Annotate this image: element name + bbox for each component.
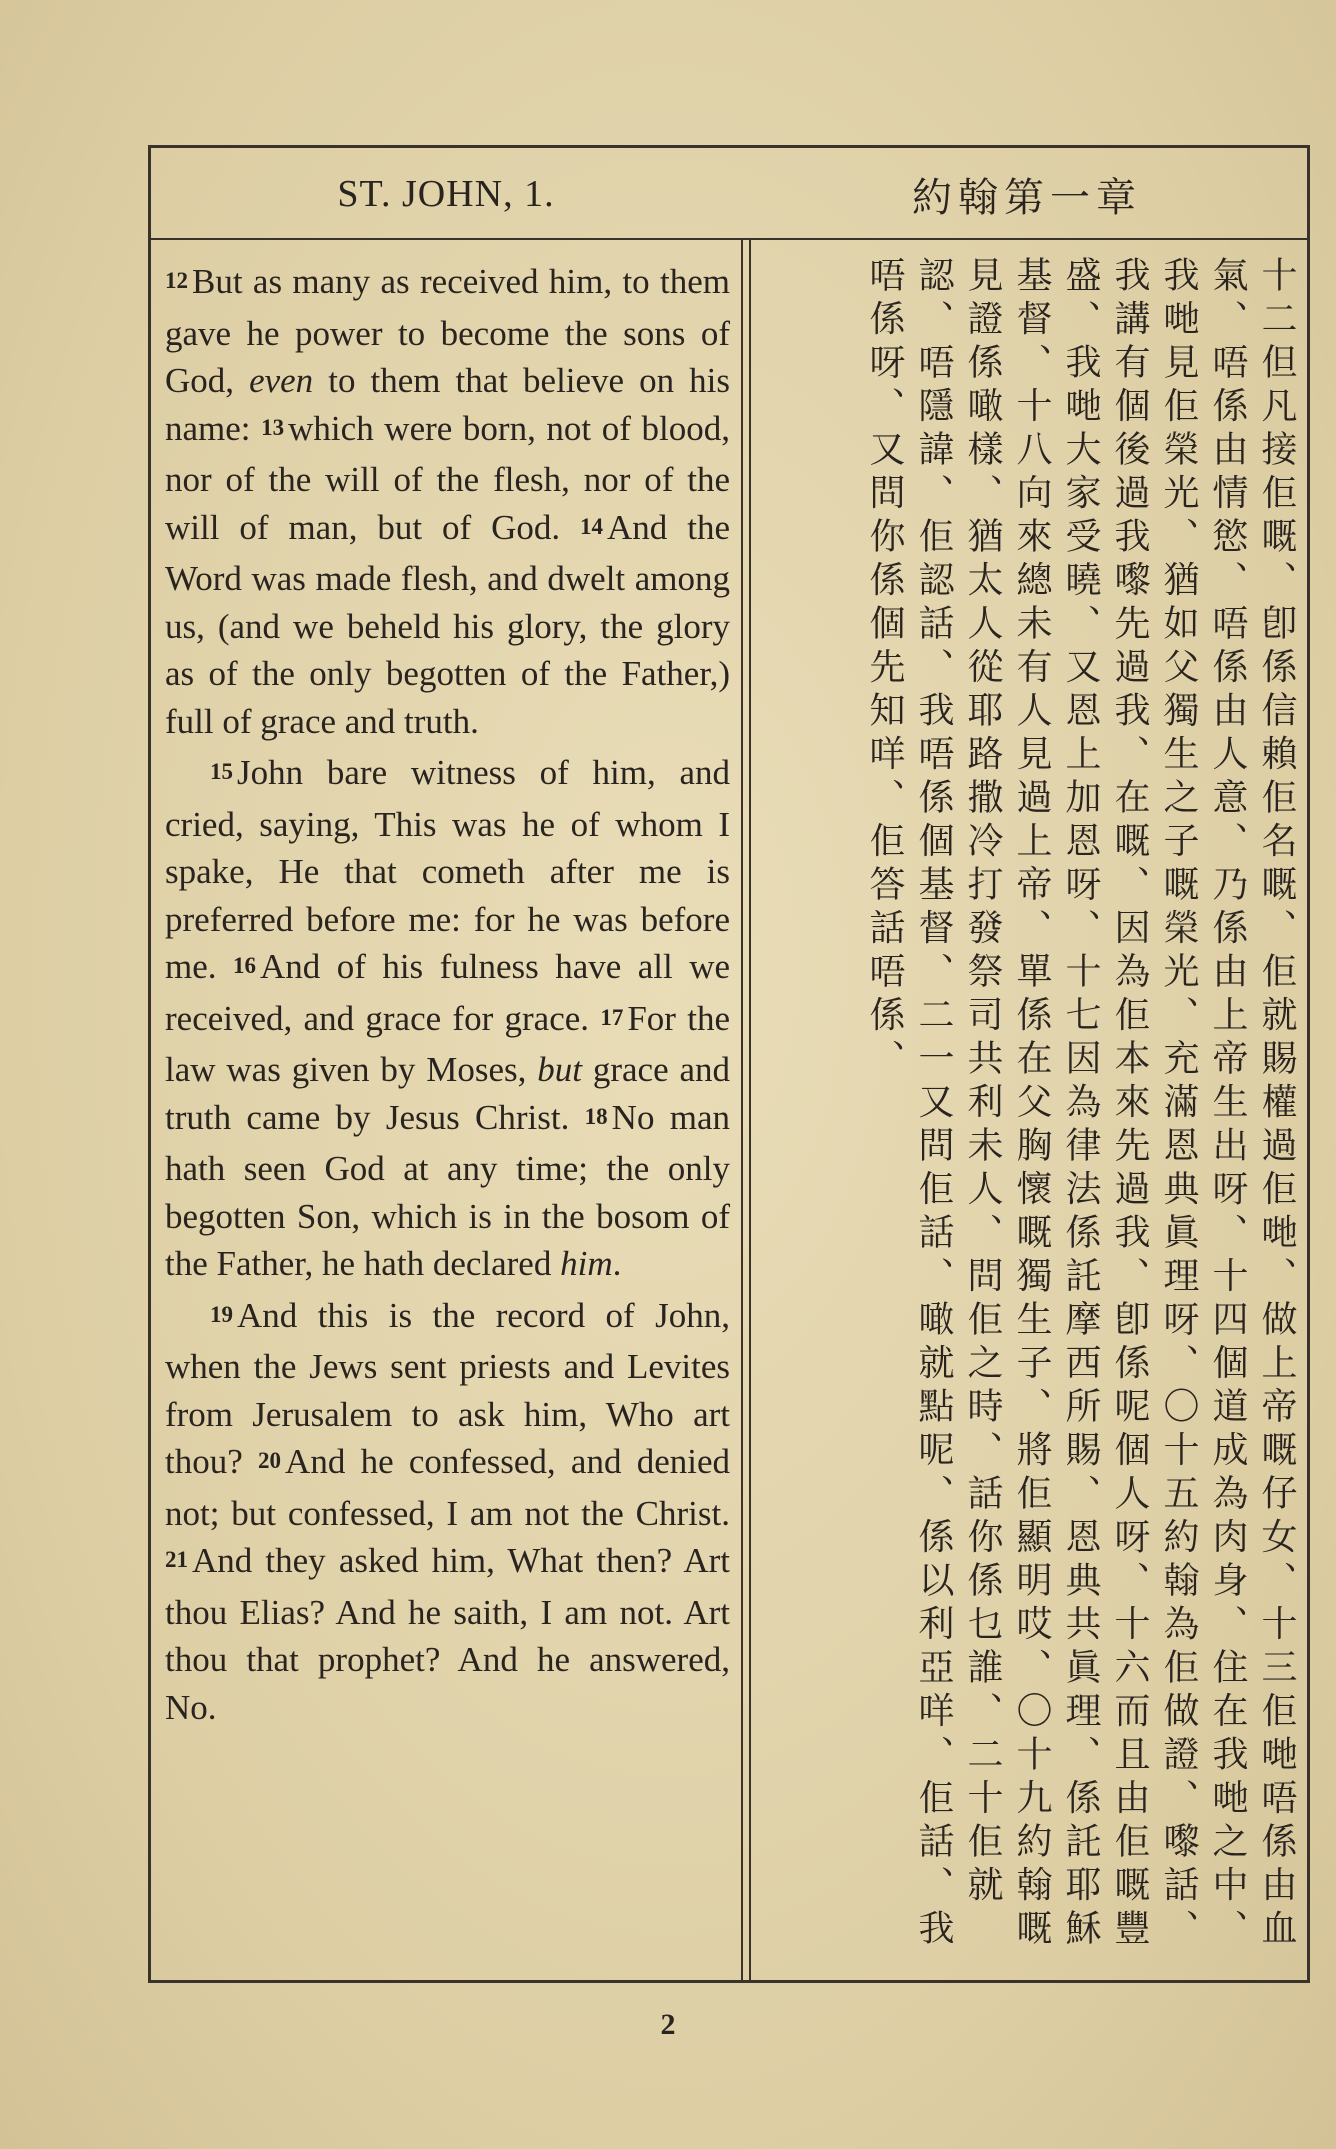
verse-italic: him xyxy=(560,1244,613,1283)
verse-number: 17 xyxy=(600,1004,624,1030)
verse-italic: even xyxy=(249,361,314,400)
verse-text: to them that believe on his name: xyxy=(165,361,731,448)
verse-italic: but xyxy=(537,1050,582,1089)
verse-text: And the Word was made flesh, and dwelt among us, (and we beheld his glory, the glory as of the only begotten of the Father,) full of grace and truth. xyxy=(165,507,730,741)
english-paragraph-2 xyxy=(165,749,730,1288)
running-header xyxy=(151,148,1307,240)
verse-text: No man hath seen God at any time; the only begotten Son, which is in the bosom of the Father, he hath declared xyxy=(165,1097,731,1283)
verse-text: For the law was given by Moses, xyxy=(165,998,730,1089)
english-paragraph-3 xyxy=(165,1292,730,1732)
verse-text: grace and truth came by Jesus Christ. xyxy=(165,1050,731,1137)
verse-text: But as many as received him, to them gave he power to become the sons of God, xyxy=(165,262,730,400)
verse-text: And he confessed, and denied not; but confessed, I am not the Christ. xyxy=(165,1442,731,1533)
verse-text: which were born, not of blood, nor of the will of the flesh, nor of the will of man, but of God. xyxy=(165,408,731,547)
column-divider xyxy=(741,240,743,1980)
page-number: 2 xyxy=(660,2008,676,2041)
verse-number: 15 xyxy=(210,759,233,784)
english-header-title: ST. JOHN, 1. xyxy=(337,173,555,215)
verse-text: . xyxy=(612,1244,622,1283)
chinese-column: 十二但凡接佢嘅、卽係信賴佢名嘅、佢就賜權過佢哋、做上帝嘅仔女、十三佢哋唔係由血氣、唔係由情慾、唔係由人意、乃係由上帝生出呀、十四個道成為肉身、住在我哋之中、我哋見佢榮光、猶如父獨生之子嘅榮光、充滿恩典眞理呀、〇十五約翰為佢做證、嚟話、我講有個後過我嚟先過我、在嘅、因為佢本來先過我、卽係呢個人呀、十六而且由佢嘅豐盛、我哋大家受曉、又恩上加恩呀、十七因為律法係託摩西所賜、恩典共眞理、係託耶穌基督、十八向來總未有人見過上帝、單係在父胸懷嘅獨生子、將佢顯明哎、〇十九約翰嘅見證係噉樣、猶太人從耶路撒冷打發祭司共利未人、問佢之時、話你係乜誰、二十佢就認、唔隱諱、佢認話、我唔係個基督、二一又問佢話、噉就點呢、係以利亞咩、佢話、我唔係呀、又問你係個先知咩、佢答話唔係、 xyxy=(864,256,1297,1953)
verse-number: 21 xyxy=(165,1547,188,1572)
verse-number: 14 xyxy=(580,513,604,539)
chinese-header-title: 約翰第一章 xyxy=(912,174,1142,221)
verse-number: 16 xyxy=(232,953,256,978)
page-frame xyxy=(148,145,1310,1983)
verse-text: And they asked him, What then? Art thou Elias? And he saith, I am not. Art thou that prophet? And he answered, No. xyxy=(165,1541,730,1727)
english-column xyxy=(165,258,730,1958)
verse-text: John bare witness of him, and cried, saying, This was he of whom I spake, He that cometh after me is preferred before me: for he was before me. xyxy=(165,753,730,986)
verse-number: 18 xyxy=(584,1103,608,1129)
verse-text: And of his fulness have all we received, and grace for grace. xyxy=(165,947,731,1038)
verse-number: 13 xyxy=(261,414,285,440)
english-paragraph-1 xyxy=(165,258,730,745)
verse-number: 19 xyxy=(210,1301,233,1327)
column-divider-inner xyxy=(749,240,751,1980)
verse-number: 20 xyxy=(258,1448,282,1473)
verse-text: And this is the record of John, when the Jews sent priests and Levites from Jerusalem to ask him, Who art thou? xyxy=(165,1295,730,1481)
verse-number: 12 xyxy=(165,268,188,293)
